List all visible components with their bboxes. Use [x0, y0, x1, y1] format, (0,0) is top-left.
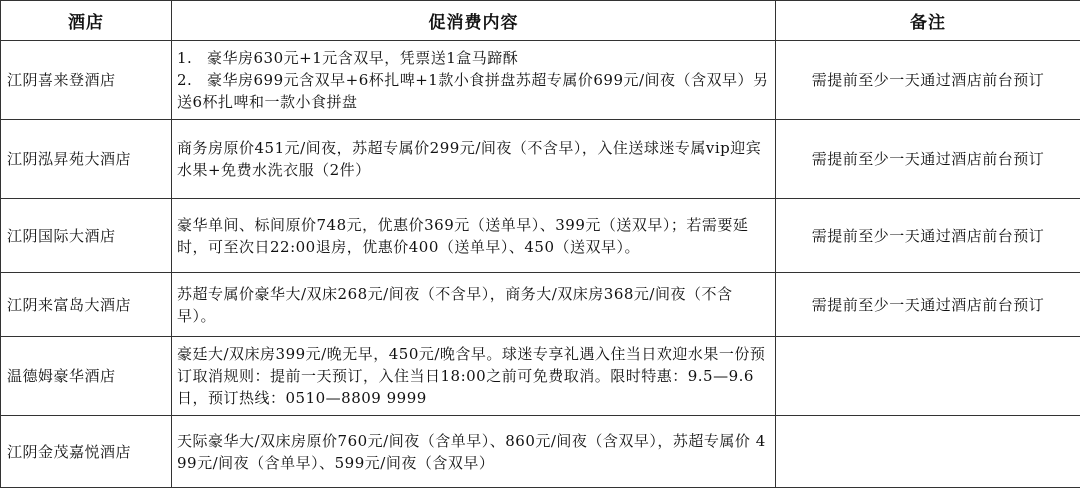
- item-number: 1.: [177, 47, 207, 69]
- hotel-name: 江阴国际大酒店: [1, 199, 172, 273]
- table-row: [1, 41, 1080, 120]
- hotel-name: 温德姆豪华酒店: [1, 337, 172, 416]
- note: [776, 337, 1080, 416]
- header-hotel: 酒店: [1, 1, 172, 41]
- promotion-item: [177, 69, 770, 113]
- promotion-content: 豪华单间、标间原价748元，优惠价369元（送单早）、399元（送双早）；若需要延时，可至次日22:00退房，优惠价400（送单早）、450（送双早）。: [172, 199, 776, 273]
- promotion-content: 天际豪华大/双床房原价760元/间夜（含单早）、860元/间夜（含双早），苏超专属价 499元/间夜（含单早）、599元/间夜（含双早）: [172, 416, 776, 488]
- note: 需提前至少一天通过酒店前台预订: [776, 120, 1080, 199]
- promotion-item: [177, 47, 770, 69]
- header-row: [1, 1, 1080, 41]
- table-row: [1, 120, 1080, 199]
- hotel-name: 江阴喜来登酒店: [1, 41, 172, 120]
- item-text: 豪华房699元含双早+6杯扎啤+1款小食拼盘苏超专属价699元/间夜（含双早）另送6杯扎啤和一款小食拼盘: [177, 71, 769, 111]
- promotion-content: 苏超专属价豪华大/双床268元/间夜（不含早），商务大/双床房368元/间夜（不含早）。: [172, 273, 776, 337]
- note: 需提前至少一天通过酒店前台预订: [776, 41, 1080, 120]
- item-text: 豪华房630元+1元含双早，凭票送1盒马蹄酥: [207, 49, 518, 67]
- header-note: 备注: [776, 1, 1080, 41]
- table-row: [1, 337, 1080, 416]
- item-number: 2.: [177, 69, 207, 91]
- promotion-content: [172, 41, 776, 120]
- note: [776, 416, 1080, 488]
- hotel-name: 江阴泓昇苑大酒店: [1, 120, 172, 199]
- promotion-content: 豪廷大/双床房399元/晚无早，450元/晚含早。球迷专享礼遇入住当日欢迎水果一份预订取消规则：提前一天预订，入住当日18:00之前可免费取消。限时特惠：9.5—9.6日，预订热线：0510—8809 9999: [172, 337, 776, 416]
- hotel-name: 江阴金茂嘉悦酒店: [1, 416, 172, 488]
- table-row: [1, 273, 1080, 337]
- note: 需提前至少一天通过酒店前台预订: [776, 199, 1080, 273]
- note: 需提前至少一天通过酒店前台预订: [776, 273, 1080, 337]
- header-content: 促消费内容: [172, 1, 776, 41]
- promotion-content: 商务房原价451元/间夜，苏超专属价299元/间夜（不含早），入住送球迷专属vip迎宾水果+免费水洗衣服（2件）: [172, 120, 776, 199]
- hotel-name: 江阴来富岛大酒店: [1, 273, 172, 337]
- table-row: [1, 416, 1080, 488]
- table-row: [1, 199, 1080, 273]
